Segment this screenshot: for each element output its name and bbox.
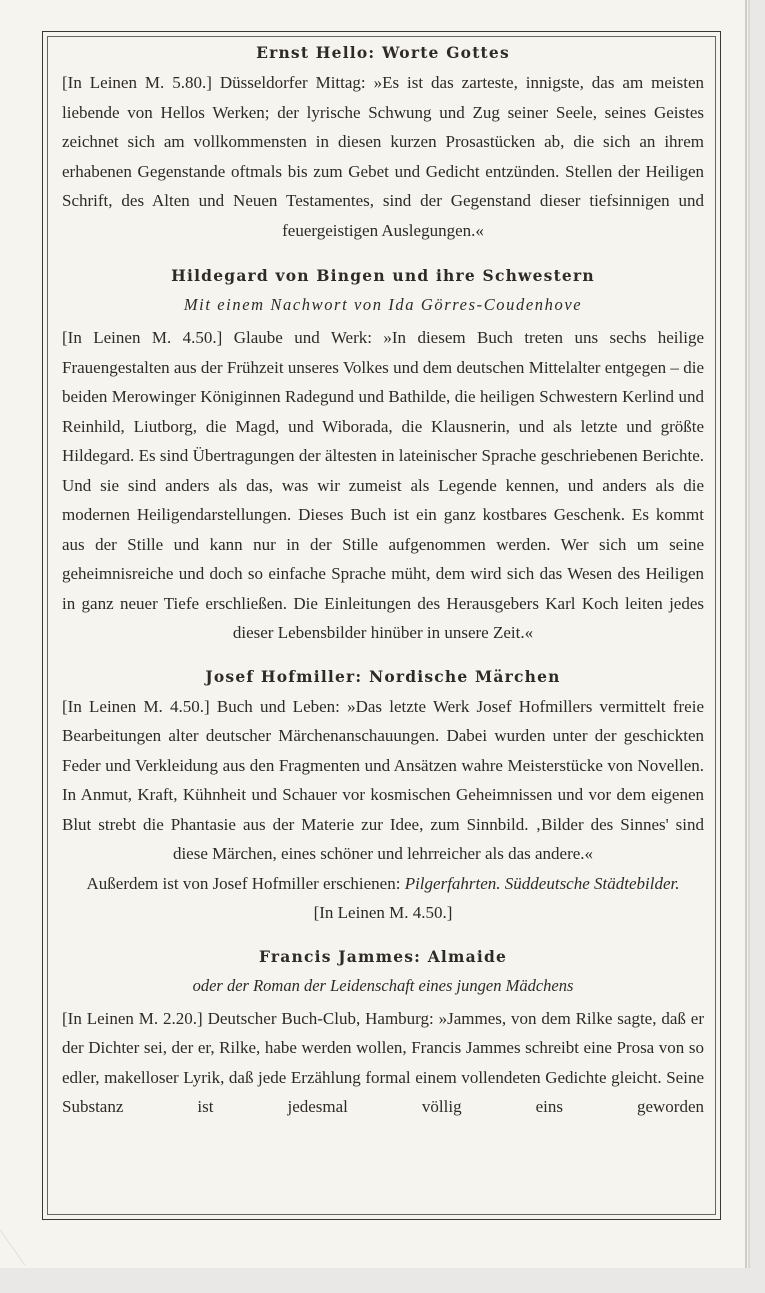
entry-subtitle: oder der Roman der Leidenschaft eines jungen Mädchens (192, 975, 574, 995)
entry-title: Josef Hofmiller: Nordische Märchen (205, 666, 561, 686)
entry-hofmiller (62, 664, 704, 928)
entry-title: Ernst Hello: Worte Gottes (256, 43, 510, 62)
entry-hildegard (62, 263, 704, 648)
catalog-text (62, 40, 704, 1122)
page-edge (745, 0, 747, 1268)
also-title: Pilgerfahrten. Süddeutsche Städtebilder. (404, 873, 680, 893)
entry-hello (62, 40, 704, 245)
entry-body: [In Leinen M. 2.20.] Deutscher Buch-Club, Hamburg: »Jammes, von dem Rilke sagte, daß er der Dichter sei, der er, Rilke, habe werden wollen, Francis Jammes schreibt eine Prosa von so edler, makelloser Lyrik, daß jede Erzählung formal einem vollendeten Gedichte gleicht. Seine Substanz ist jedesmal völlig eins geworden (62, 1008, 704, 1116)
also-price: [In Leinen M. 4.50.] (313, 903, 453, 922)
entry-body: [In Leinen M. 4.50.] Buch und Leben: »Das letzte Werk Josef Hofmillers vermittelt freie Bearbeitungen alter deutscher Märchenanschauungen. Dabei wurden unter der geschickten Feder und Verkleidung aus den Fragmenten und Ansätzen wahre Meisterstücke von Novellen. In Anmut, Kraft, Kühnheit und Schauer vor kosmischen Geheimnissen und vor dem eigenen Blut strebt die Phantasie aus der Materie zur Idee, zum Sinnbild. ‚Bilder des Sinnes' sind diese Märchen, eines schöner und lehrreicher als das andere.« (62, 696, 704, 863)
entry-body: [In Leinen M. 4.50.] Glaube und Werk: »In diesem Buch treten uns sechs heilige Frauengestalten aus der Frühzeit unseres Volkes und dem deutschen Mittelalter entgegen – die beiden Merowinger Königinnen Radegund und Bathilde, die heiligen Schwestern Kerlind und Reinhild, Liutborg, die Magd, und Wiborada, die Klausnerin, und als letzte und größte Hildegard. Es sind Übertragungen der ältesten in lateinischer Sprache geschriebenen Berichte. Und sie sind anders als das, was wir zumeist als Legende kennen, und anders als die modernen Heiligendarstellungen. Dieses Buch ist ein ganz kostbares Geschenk. Es kommt aus der Stille und kann nur in der Stille aufgenommen werden. Wer sich um seine geheimnisreiche und doch so einfache Sprache müht, dem wird sich das Wesen des Heiligen in ganz neuer Tiefe erschließen. Die Einleitungen des Herausgebers Karl Koch leiten jedes dieser Lebensbilder hinüber in unsere Zeit.« (62, 328, 704, 642)
entry-body: [In Leinen M. 5.80.] Düsseldorfer Mittag: »Es ist das zarteste, innigste, das am meisten liebende von Hellos Werken; der lyrische Schwung und Zug seiner Seele, seines Geistes zeichnet sich am vollkommensten in diesen kurzen Prosastücken ab, die sich an ihrem erhabenen Gegenstande oftmals bis zum Gebet und Gedicht entzünden. Stellen der Heiligen Schrift, des Alten und Neuen Testamentes, sind der Gegenstand dieser tiefsinnigen und feuergeistigen Auslegungen.« (62, 73, 704, 240)
entry-title: Hildegard von Bingen und ihre Schwestern (171, 266, 595, 285)
entry-jammes (62, 944, 704, 1122)
entry-subtitle: Mit einem Nachwort von Ida Görres-Coudenhove (183, 295, 583, 314)
also-published-note (62, 869, 704, 928)
also-prefix: Außerdem ist von Josef Hofmiller erschienen: (86, 873, 405, 893)
entry-title: Francis Jammes: Almaide (258, 946, 508, 966)
